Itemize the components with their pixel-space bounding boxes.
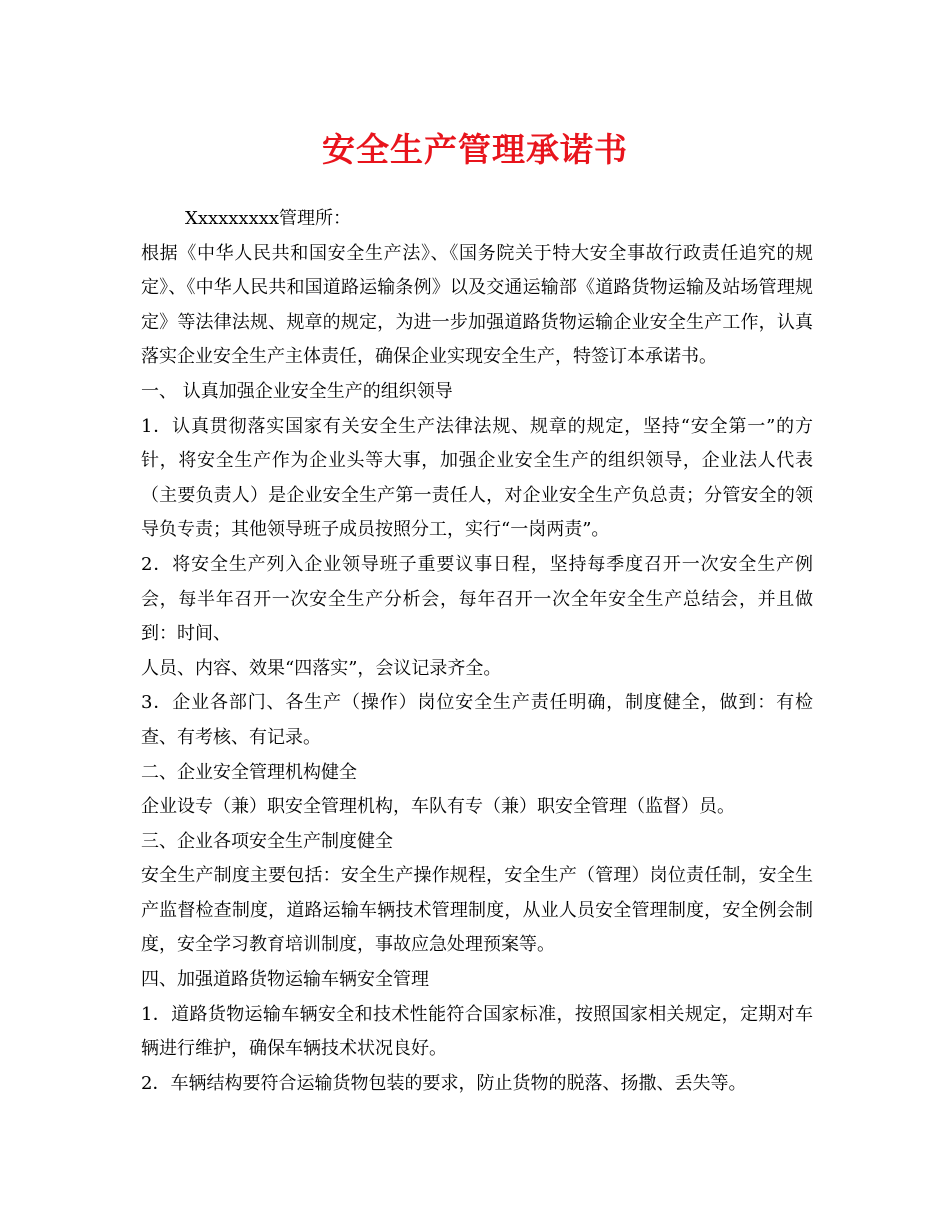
section-1-item-2: 2．将安全生产列入企业领导班子重要议事日程，坚持每季度召开一次安全生产例会，每半年召开一次安全生产分析会，每年召开一次全年安全生产总结会，并且做到：时间、: [141, 553, 813, 645]
section-heading-1: 一、 认真加强企业安全生产的组织领导: [141, 380, 453, 402]
section-heading-4: 四、加强道路货物运输车辆安全管理: [141, 969, 429, 991]
section-4-item-2: 2．车辆结构要符合运输货物包装的要求，防止货物的脱落、扬撒、丢失等。: [141, 1072, 747, 1094]
section-heading-3: 三、企业各项安全生产制度健全: [141, 830, 393, 852]
section-1-item-1: 1．认真贯彻落实国家有关安全生产法律法规、规章的规定，坚持“安全第一”的方针，将安全生产作为企业头等大事，加强企业安全生产的组织领导，企业法人代表（主要负责人）是企业安全生产第一责任人，对企业安全生产负总责；分管安全的领导负专责；其他领导班子成员按照分工，实行“一岗两责”。: [141, 415, 813, 541]
section-1-item-2-continued: 人员、内容、效果“四落实”，会议记录齐全。: [141, 657, 502, 679]
section-heading-2: 二、企业安全管理机构健全: [141, 761, 357, 783]
intro-paragraph: 根据《中华人民共和国安全生产法》、《国务院关于特大安全事故行政责任追究的规定》、《中华人民共和国道路运输条例》以及交通运输部《道路货物运输及站场管理规定》等法律法规、规章的规定，为进一步加强道路货物运输企业安全生产工作，认真落实企业安全生产主体责任，确保企业实现安全生产，特签订本承诺书。: [141, 242, 813, 368]
document-title: 安全生产管理承诺书: [322, 130, 628, 169]
section-2-text: 企业设专（兼）职安全管理机构，车队有专（兼）职安全管理（监督）员。: [141, 796, 735, 818]
section-1-item-3: 3．企业各部门、各生产（操作）岗位安全生产责任明确，制度健全，做到：有检查、有考核、有记录。: [141, 692, 813, 748]
salutation: Xxxxxxxxx管理所：: [185, 208, 352, 229]
document-body: [141, 202, 813, 1101]
section-3-text: 安全生产制度主要包括：安全生产操作规程，安全生产（管理）岗位责任制，安全生产监督检查制度，道路运输车辆技术管理制度，从业人员安全管理制度，安全例会制度，安全学习教育培训制度，事故应急处理预案等。: [141, 865, 813, 956]
section-4-item-1: 1．道路货物运输车辆安全和技术性能符合国家标准，按照国家相关规定，定期对车辆进行维护，确保车辆技术状况良好。: [141, 1003, 813, 1060]
